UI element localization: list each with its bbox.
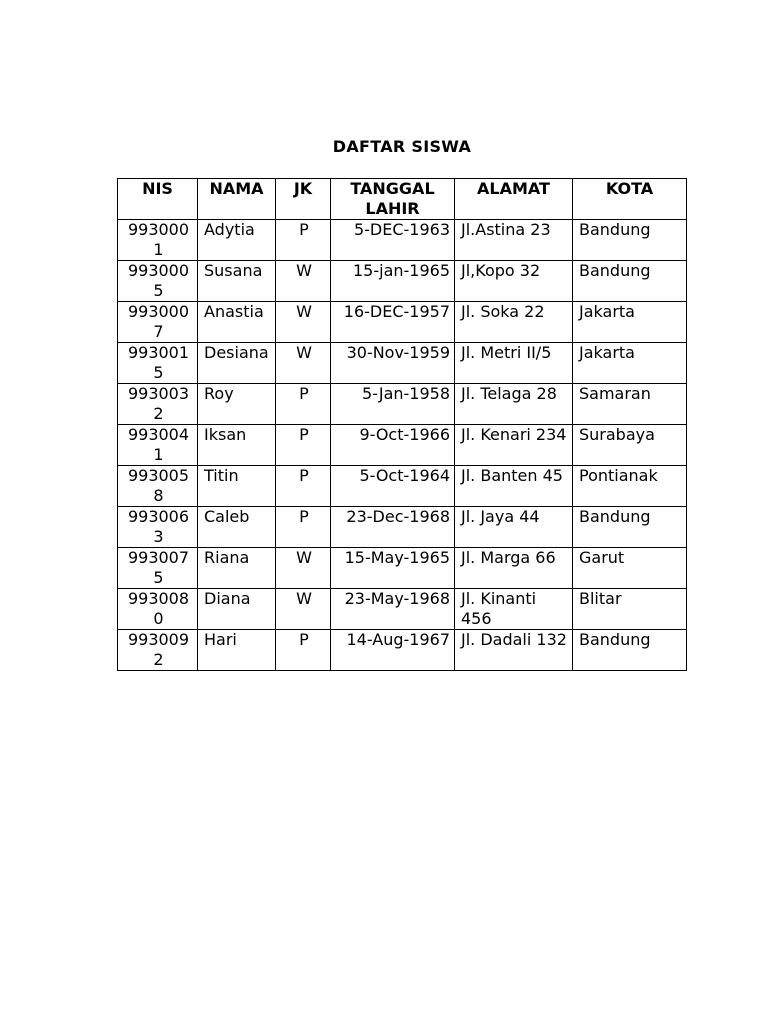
cell-nama: Hari <box>198 630 276 671</box>
cell-jk: P <box>276 466 331 507</box>
table-row <box>118 630 687 671</box>
cell-nis: 9930005 <box>118 261 198 302</box>
cell-alamat: Jl. Dadali 132 <box>455 630 573 671</box>
cell-kota: Pontianak <box>573 466 687 507</box>
cell-tanggal-lahir: 15-jan-1965 <box>331 261 455 302</box>
table-row <box>118 507 687 548</box>
cell-nama: Adytia <box>198 220 276 261</box>
cell-jk: P <box>276 507 331 548</box>
header-tanggal-lahir: TANGGAL LAHIR <box>331 179 455 220</box>
cell-nis: 9930092 <box>118 630 198 671</box>
cell-kota: Samaran <box>573 384 687 425</box>
cell-tanggal-lahir: 16-DEC-1957 <box>331 302 455 343</box>
cell-nis: 9930063 <box>118 507 198 548</box>
header-nama: NAMA <box>198 179 276 220</box>
cell-nama: Caleb <box>198 507 276 548</box>
cell-nis: 9930015 <box>118 343 198 384</box>
cell-jk: W <box>276 261 331 302</box>
cell-kota: Bandung <box>573 630 687 671</box>
cell-tanggal-lahir: 5-DEC-1963 <box>331 220 455 261</box>
cell-nis: 9930080 <box>118 589 198 630</box>
cell-alamat: Jl,Kopo 32 <box>455 261 573 302</box>
cell-nama: Iksan <box>198 425 276 466</box>
cell-tanggal-lahir: 5-Jan-1958 <box>331 384 455 425</box>
cell-alamat: Jl. Jaya 44 <box>455 507 573 548</box>
table-row <box>118 261 687 302</box>
cell-tanggal-lahir: 14-Aug-1967 <box>331 630 455 671</box>
cell-tanggal-lahir: 30-Nov-1959 <box>331 343 455 384</box>
cell-nis: 9930032 <box>118 384 198 425</box>
cell-nama: Desiana <box>198 343 276 384</box>
cell-jk: W <box>276 589 331 630</box>
cell-tanggal-lahir: 23-Dec-1968 <box>331 507 455 548</box>
table-row <box>118 589 687 630</box>
cell-nama: Susana <box>198 261 276 302</box>
cell-tanggal-lahir: 9-Oct-1966 <box>331 425 455 466</box>
cell-nama: Riana <box>198 548 276 589</box>
cell-jk: W <box>276 343 331 384</box>
cell-alamat: Jl. Metri II/5 <box>455 343 573 384</box>
table-row <box>118 425 687 466</box>
cell-nama: Diana <box>198 589 276 630</box>
cell-jk: P <box>276 425 331 466</box>
cell-kota: Surabaya <box>573 425 687 466</box>
header-nis: NIS <box>118 179 198 220</box>
cell-kota: Jakarta <box>573 302 687 343</box>
cell-jk: W <box>276 548 331 589</box>
cell-kota: Jakarta <box>573 343 687 384</box>
cell-nis: 9930007 <box>118 302 198 343</box>
cell-jk: P <box>276 384 331 425</box>
cell-kota: Bandung <box>573 220 687 261</box>
page-title: DAFTAR SISWA <box>332 137 472 156</box>
header-alamat: ALAMAT <box>455 179 573 220</box>
cell-alamat: Jl. Marga 66 <box>455 548 573 589</box>
cell-alamat: Jl. Soka 22 <box>455 302 573 343</box>
table-row <box>118 343 687 384</box>
table-row <box>118 466 687 507</box>
table-row <box>118 220 687 261</box>
cell-nama: Anastia <box>198 302 276 343</box>
cell-alamat: Jl. Kinanti 456 <box>455 589 573 630</box>
cell-kota: Blitar <box>573 589 687 630</box>
student-table <box>117 178 687 671</box>
header-jk: JK <box>276 179 331 220</box>
table-header-row <box>118 179 687 220</box>
cell-tanggal-lahir: 15-May-1965 <box>331 548 455 589</box>
cell-jk: P <box>276 630 331 671</box>
cell-nis: 9930075 <box>118 548 198 589</box>
cell-kota: Bandung <box>573 261 687 302</box>
table-row <box>118 548 687 589</box>
header-kota: KOTA <box>573 179 687 220</box>
cell-kota: Garut <box>573 548 687 589</box>
cell-jk: W <box>276 302 331 343</box>
table-row <box>118 384 687 425</box>
cell-nis: 9930001 <box>118 220 198 261</box>
cell-alamat: Jl. Banten 45 <box>455 466 573 507</box>
cell-nama: Roy <box>198 384 276 425</box>
cell-alamat: Jl. Telaga 28 <box>455 384 573 425</box>
cell-alamat: Jl. Kenari 234 <box>455 425 573 466</box>
cell-jk: P <box>276 220 331 261</box>
cell-kota: Bandung <box>573 507 687 548</box>
cell-nis: 9930041 <box>118 425 198 466</box>
cell-alamat: Jl.Astina 23 <box>455 220 573 261</box>
cell-tanggal-lahir: 5-Oct-1964 <box>331 466 455 507</box>
cell-nama: Titin <box>198 466 276 507</box>
cell-nis: 9930058 <box>118 466 198 507</box>
table-row <box>118 302 687 343</box>
cell-tanggal-lahir: 23-May-1968 <box>331 589 455 630</box>
